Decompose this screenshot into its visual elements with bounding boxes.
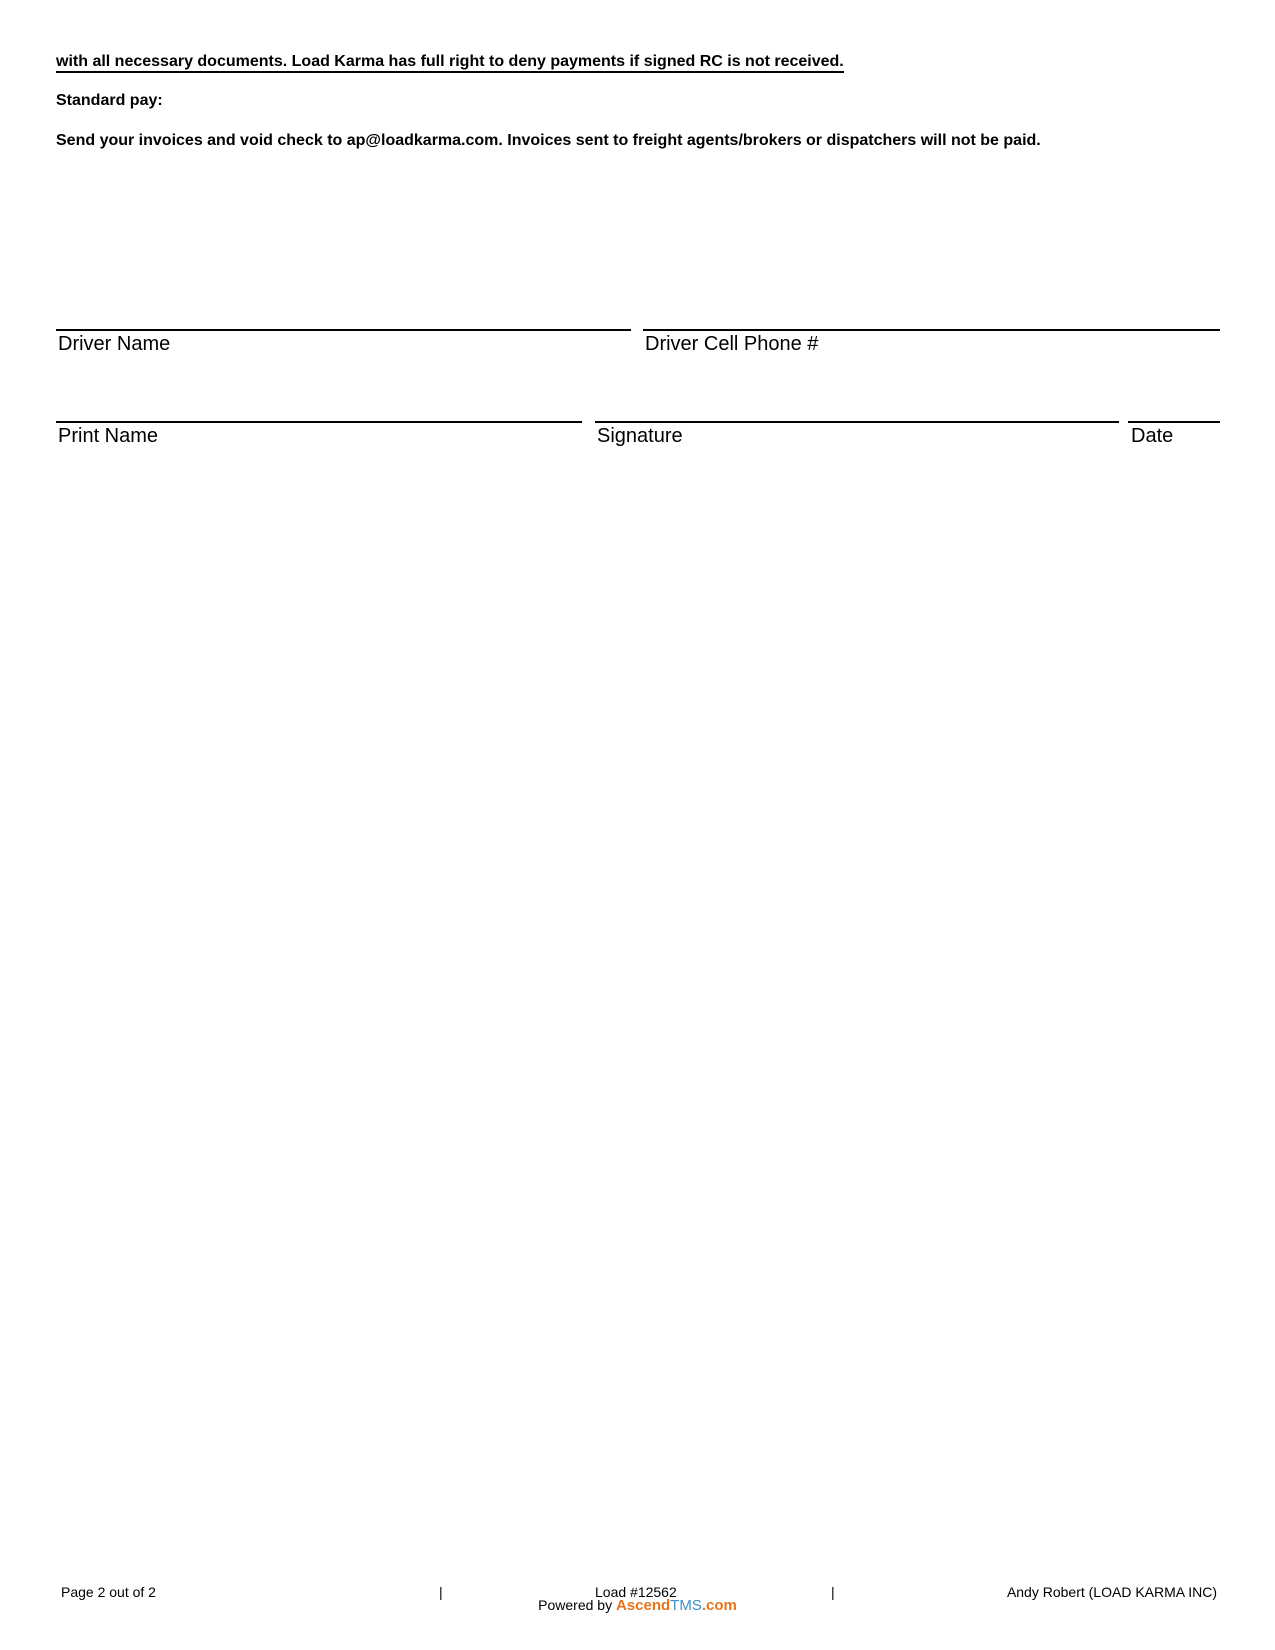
date-label: Date	[1131, 425, 1174, 447]
date-line	[1128, 421, 1220, 423]
brand-logo-com: .com	[701, 1597, 737, 1614]
footer-separator: |	[439, 1584, 443, 1600]
powered-by-label: Powered by	[538, 1597, 616, 1613]
brand-logo-ascend: Ascend	[615, 1597, 671, 1614]
driver-phone-line	[643, 329, 1220, 331]
driver-name-line	[56, 329, 631, 331]
load-number: Load #12562	[595, 1584, 677, 1600]
payment-notice-text: with all necessary documents. Load Karma has full right to deny payments if signed RC is not received.	[56, 52, 844, 73]
brand-logo-tms: TMS	[670, 1597, 702, 1614]
driver-name-label: Driver Name	[58, 333, 171, 355]
page-number: Page 2 out of 2	[61, 1584, 156, 1600]
footer-separator: |	[831, 1584, 835, 1600]
driver-phone-label: Driver Cell Phone #	[645, 333, 819, 355]
signature-label: Signature	[597, 425, 683, 447]
signature-line	[595, 421, 1119, 423]
powered-by	[0, 1597, 1275, 1614]
standard-pay-label: Standard pay:	[56, 92, 163, 109]
invoice-instructions-text: Send your invoices and void check to ap@loadkarma.com. Invoices sent to freight agents/brokers or dispatchers will not be paid.	[56, 132, 1041, 149]
print-name-label: Print Name	[58, 425, 159, 447]
user-company: Andy Robert (LOAD KARMA INC)	[1006, 1584, 1217, 1600]
print-name-line	[56, 421, 582, 423]
